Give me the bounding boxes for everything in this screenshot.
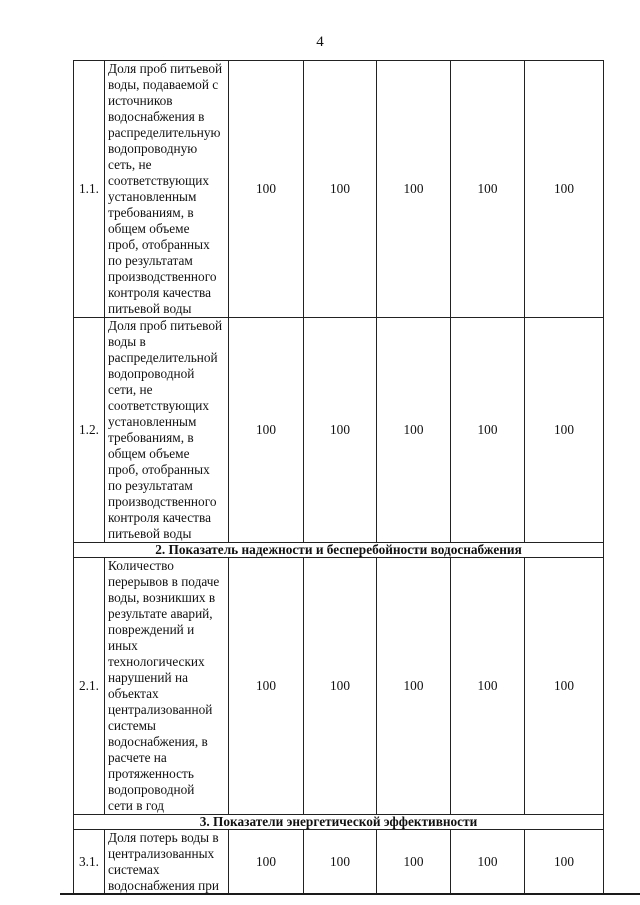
section-heading: 2. Показатель надежности и бесперебойности водоснабжения: [74, 543, 604, 558]
value-cell: 100: [304, 61, 377, 318]
bottom-scan-edge: [60, 893, 640, 895]
value-cell: 100: [304, 830, 377, 895]
table-row: [74, 318, 604, 543]
value-cell: 100: [377, 61, 451, 318]
description-text: Доля потерь воды в централизованных системах водоснабжения при: [108, 830, 220, 893]
row-description: [105, 318, 229, 543]
row-description: [105, 830, 229, 895]
value-cell: 100: [377, 558, 451, 815]
page-number: 4: [316, 34, 324, 50]
section-row: [74, 543, 604, 558]
value-cell: 100: [304, 318, 377, 543]
value-cell: 100: [451, 61, 525, 318]
row-number: 1.2.: [74, 318, 105, 543]
value-cell: 100: [525, 318, 604, 543]
value-cell: 100: [451, 318, 525, 543]
table-row: [74, 61, 604, 318]
description-text: Доля проб питьевой воды в распределительной водопроводной сети, не соответствующих установленным требованиям, в общем объеме проб, отобранных по результатам производственного контроля качества питьевой воды: [108, 318, 223, 541]
value-cell: 100: [229, 558, 304, 815]
section-heading: 3. Показатели энергетической эффективности: [74, 815, 604, 830]
row-number: 3.1.: [74, 830, 105, 895]
value-cell: 100: [229, 830, 304, 895]
table-row: [74, 558, 604, 815]
row-number: 1.1.: [74, 61, 105, 318]
section-row: [74, 815, 604, 830]
row-description: [105, 61, 229, 318]
value-cell: 100: [525, 558, 604, 815]
value-cell: 100: [377, 318, 451, 543]
value-cell: 100: [525, 61, 604, 318]
row-number: 2.1.: [74, 558, 105, 815]
description-text: Количество перерывов в подаче воды, возникших в результате аварий, повреждений и иных технологических нарушений на объектах централизованной системы водоснабжения, в расчете на протяженность водопроводной сети в год: [108, 558, 220, 813]
value-cell: 100: [304, 558, 377, 815]
value-cell: 100: [451, 830, 525, 895]
value-cell: 100: [229, 61, 304, 318]
value-cell: 100: [377, 830, 451, 895]
row-description: [105, 558, 229, 815]
description-text: Доля проб питьевой воды, подаваемой с источников водоснабжения в распределительную водопроводную сеть, не соответствующих установленным требованиям, в общем объеме проб, отобранных по результатам производственного контроля качества питьевой воды: [108, 61, 223, 316]
value-cell: 100: [451, 558, 525, 815]
value-cell: 100: [229, 318, 304, 543]
table-row: [74, 830, 604, 895]
indicators-table: [73, 60, 604, 895]
value-cell: 100: [525, 830, 604, 895]
